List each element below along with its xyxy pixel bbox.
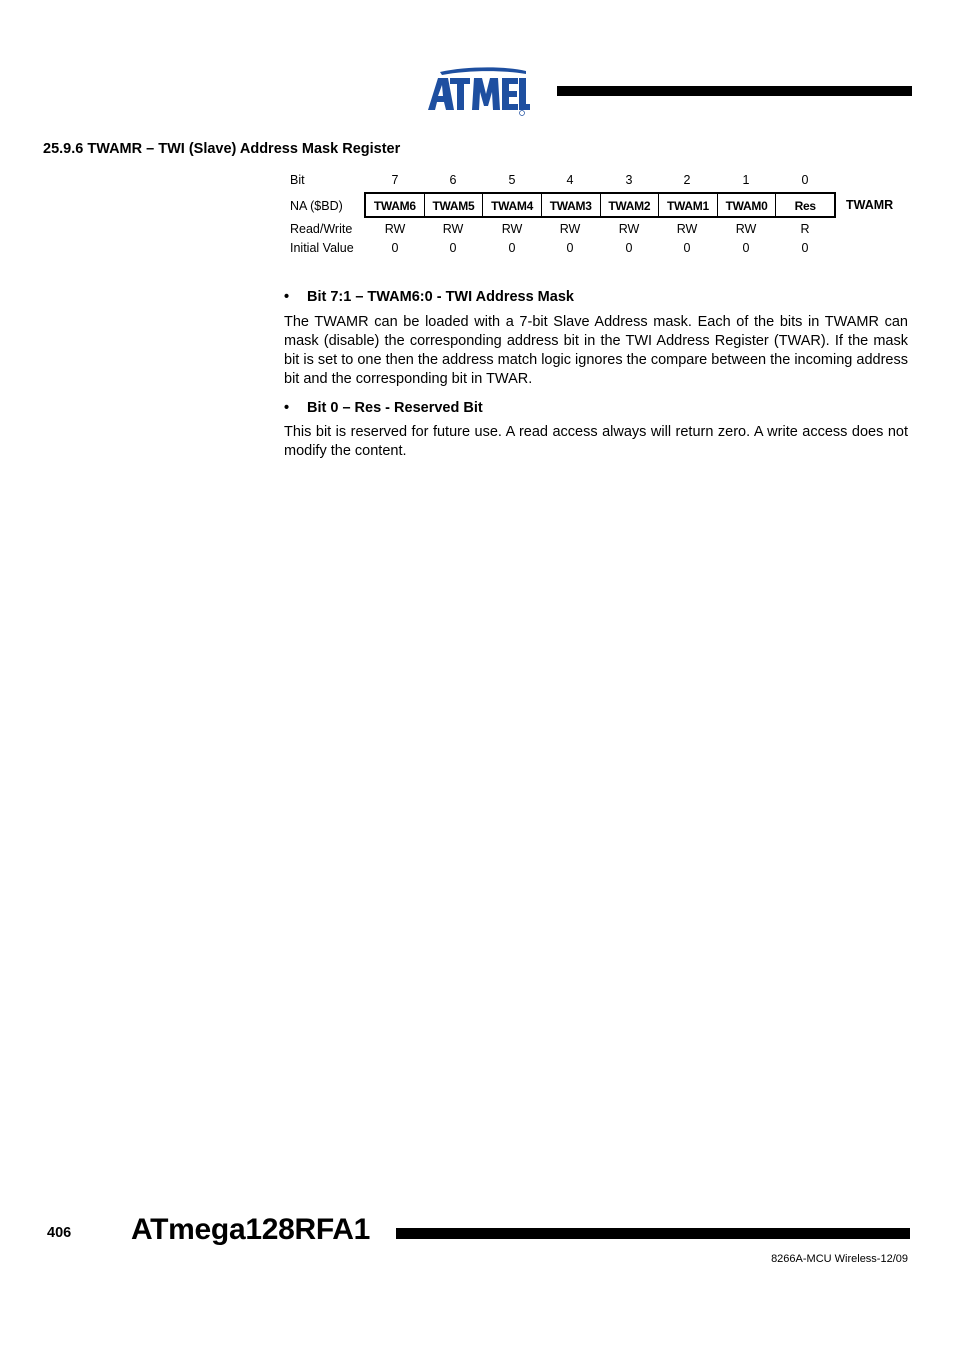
bit-initial-value: 0 — [566, 241, 574, 255]
section-title: 25.9.6 TWAMR – TWI (Slave) Address Mask Register — [43, 141, 401, 157]
product-name: ATmega128RFA1 — [131, 1213, 370, 1246]
bit-name: TWAM4 — [491, 199, 533, 213]
bit-name: TWAM3 — [549, 199, 592, 213]
register-bit-cell — [425, 194, 484, 216]
bit-initial-value: 0 — [683, 241, 691, 255]
bit-access: RW — [676, 222, 698, 236]
bit-initial-value: 0 — [508, 241, 516, 255]
bit-number: 5 — [508, 173, 516, 187]
bit-number: 0 — [801, 173, 809, 187]
bit-number: 4 — [566, 173, 574, 187]
bit-number: 1 — [742, 173, 750, 187]
bit-name: TWAM2 — [608, 199, 651, 213]
bit-name: Res — [794, 199, 816, 213]
register-bit-cell — [542, 194, 601, 216]
bit-number: 2 — [683, 173, 691, 187]
bit-name: TWAM5 — [432, 199, 475, 213]
bullet-icon: • — [284, 400, 290, 416]
bit-access: RW — [384, 222, 406, 236]
page-number: 406 — [47, 1225, 72, 1241]
bit-access: RW — [559, 222, 581, 236]
bit-access: R — [800, 222, 810, 236]
bit-access: RW — [501, 222, 523, 236]
bit-access: RW — [735, 222, 757, 236]
register-bit-cell — [776, 194, 834, 216]
row-label-address: NA ($BD) — [290, 199, 343, 213]
bit-description-heading — [284, 289, 574, 305]
document-code: 8266A-MCU Wireless-12/09 — [771, 1253, 908, 1265]
footer-rule — [396, 1228, 910, 1239]
bit-initial-value: 0 — [449, 241, 457, 255]
row-label-init: Initial Value — [290, 241, 354, 255]
bit-description-text: The TWAMR can be loaded with a 7-bit Slave Address mask. Each of the bits in TWAMR can mask (disable) the corresponding address bit in the TWI Address Register (TWAR). If the mask bit is set to one then the address match logic ignores the compare between the incoming address bit and the corresponding bit in TWAR. — [284, 314, 908, 387]
register-name: TWAMR — [846, 198, 894, 212]
bit-number: 6 — [449, 173, 457, 187]
bit-initial-value: 0 — [391, 241, 399, 255]
heading-text: Bit 7:1 – TWAM6:0 - TWI Address Mask — [307, 289, 574, 305]
register-bit-cell — [659, 194, 718, 216]
bit-number: 7 — [391, 173, 399, 187]
header-rule — [557, 86, 912, 96]
bit-initial-value: 0 — [742, 241, 750, 255]
register-bit-cell — [601, 194, 660, 216]
atmel-logo-icon — [426, 66, 530, 116]
register-bit-cell — [718, 194, 777, 216]
bit-number: 3 — [625, 173, 633, 187]
register-bit-box — [364, 192, 836, 218]
bit-name: TWAM0 — [725, 199, 768, 213]
bit-access: RW — [618, 222, 640, 236]
bit-name: TWAM6 — [373, 199, 416, 213]
heading-text: Bit 0 – Res - Reserved Bit — [307, 400, 483, 416]
bit-access: RW — [442, 222, 464, 236]
bullet-icon: • — [284, 289, 290, 305]
bit-name: TWAM1 — [667, 199, 709, 213]
bit-description-heading — [284, 400, 483, 416]
bit-description-text: This bit is reserved for future use. A read access always will return zero. A write access does not modify the content. — [284, 424, 908, 459]
register-bit-cell — [366, 194, 425, 216]
row-label-rw: Read/Write — [290, 222, 353, 236]
bit-initial-value: 0 — [801, 241, 809, 255]
register-bit-cell — [483, 194, 542, 216]
bit-initial-value: 0 — [625, 241, 633, 255]
row-label-bit: Bit — [290, 173, 305, 187]
